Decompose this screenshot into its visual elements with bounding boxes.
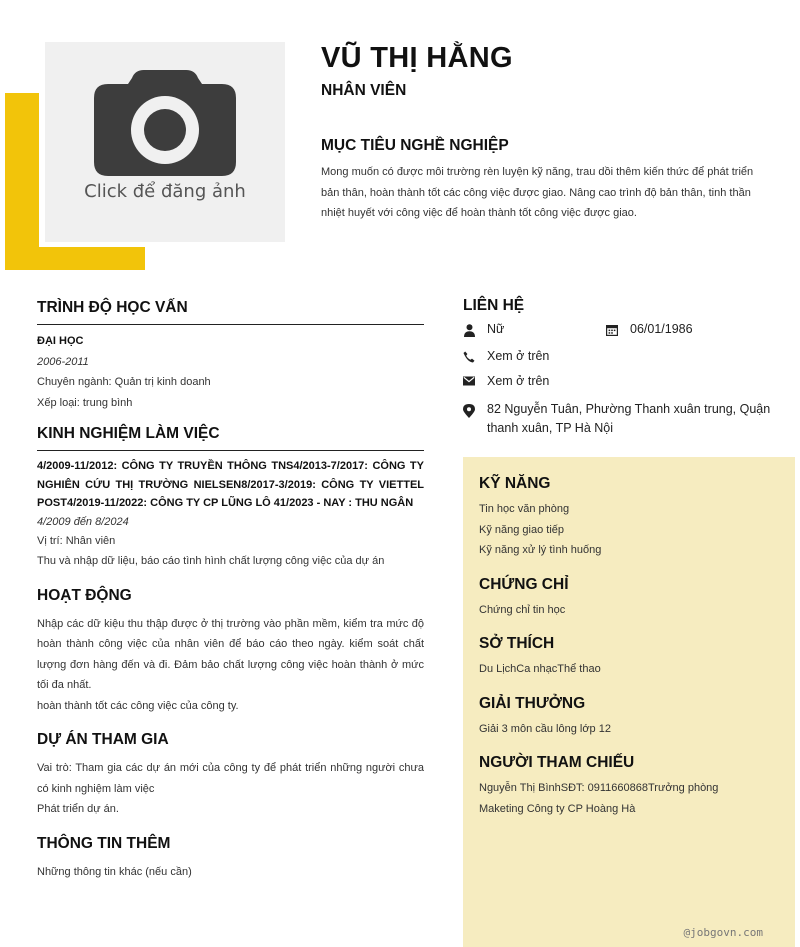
- photo-upload-area[interactable]: [45, 42, 285, 242]
- skills-title: KỸ NĂNG: [479, 475, 551, 492]
- hobbies-title: SỞ THÍCH: [479, 635, 555, 652]
- contact-title: LIÊN HỆ: [463, 297, 525, 314]
- education-grade: Xếp loại: trung bình: [37, 396, 133, 409]
- contact-section: [463, 297, 783, 439]
- projects-desc: Phát triển dự án.: [37, 803, 119, 815]
- projects-title: DỰ ÁN THAM GIA: [37, 731, 169, 748]
- contact-gender-row: [463, 322, 783, 348]
- contact-address: 82 Nguyễn Tuân, Phường Thanh xuân trung, Quận thanh xuân, TP Hà Nội: [487, 402, 771, 435]
- education-divider: [37, 324, 424, 325]
- objective-title: MỤC TIÊU NGHỀ NGHIỆP: [321, 137, 509, 154]
- camera-icon: [94, 70, 236, 176]
- contact-birthday: 06/01/1986: [630, 322, 693, 336]
- projects-role: Vai trò: Tham gia các dự án mới của công ty để phát triển những người chưa có kinh nghiệm làm việc: [37, 762, 424, 795]
- references-line-2: Maketing Công ty CP Hoàng Hà: [479, 802, 636, 815]
- education-period: 2006-2011: [37, 355, 89, 368]
- contact-phone-row: [463, 348, 783, 373]
- sidebar-panel: [463, 457, 795, 947]
- skill-item: Kỹ năng giao tiếp: [479, 523, 565, 536]
- education-level: ĐẠI HỌC: [37, 335, 84, 347]
- contact-address-row: [463, 399, 783, 439]
- phone-icon: [463, 351, 475, 363]
- skill-item: Tin học văn phòng: [479, 503, 570, 515]
- contact-email[interactable]: Xem ở trên: [487, 374, 550, 388]
- experience-title: KINH NGHIỆM LÀM VIỆC: [37, 425, 220, 442]
- left-column: [37, 299, 424, 882]
- skill-item: Kỹ năng xử lý tình huống: [479, 544, 602, 556]
- education-major: Chuyên ngành: Quản trị kinh doanh: [37, 376, 211, 388]
- activities-text: Nhập các dữ kiệu thu thập được ở thị trường vào phần mềm, kiểm tra mức độ hoàn thành công việc của nhân viên để báo cáo theo ngày. kiểm soát chất lượng đơn hàng đến và đi. Đảm bảo chất lượng công việc hoàn thành ở mức tối đa nhất.: [37, 617, 424, 691]
- calendar-icon: [606, 324, 618, 336]
- location-pin-icon: [463, 404, 475, 418]
- education-title: TRÌNH ĐỘ HỌC VẤN: [37, 299, 188, 316]
- activities-text-2: hoàn thành tốt các công việc của công ty.: [37, 699, 239, 712]
- experience-desc: Thu và nhập dữ liệu, báo cáo tình hình chất lượng công việc của dự án: [37, 555, 385, 567]
- contact-gender: Nữ: [487, 322, 505, 336]
- photo-caption: Click để đăng ảnh: [84, 181, 246, 202]
- awards-text: Giải 3 môn cầu lông lớp 12: [479, 722, 611, 735]
- contact-phone[interactable]: Xem ở trên: [487, 349, 550, 363]
- contact-email-row: [463, 373, 783, 399]
- activities-title: HOẠT ĐỘNG: [37, 586, 132, 604]
- objective-text: Mong muốn có được môi trường rèn luyện kỹ năng, trau dồi thêm kiến thức để phát triển bản thân, hoàn thành tốt các công việc được giao. Nâng cao trình độ bản thân, tinh thần nhiệt huyết với công việc để hoàn thành tốt công việc được giao.: [321, 166, 754, 219]
- certificates-text: Chứng chỉ tin học: [479, 603, 566, 616]
- person-icon: [463, 324, 476, 337]
- watermark: @jobgovn.com: [683, 926, 763, 939]
- references-line-1: Nguyễn Thị BìnhSĐT: 0911660868Trưởng phòng: [479, 782, 719, 794]
- experience-period: 4/2009 đến 8/2024: [37, 515, 129, 528]
- candidate-name: VŨ THỊ HẰNG: [321, 42, 513, 74]
- certificates-title: CHỨNG CHỈ: [479, 575, 569, 593]
- experience-companies: 4/2009-11/2012: CÔNG TY TRUYỀN THÔNG TNS4/2013-7/2017: CÔNG TY NGHIÊN CỨU THỊ TRƯỜNG NIELSEN8/2017-3/2019: CÔNG TY VIETTEL POST4/2019-11/2022: CÔNG TY CP LŨNG LÔ 41/2023 - NAY : THU NGÂN: [37, 460, 424, 509]
- references-title: NGƯỜI THAM CHIẾU: [479, 754, 635, 771]
- extra-info-title: THÔNG TIN THÊM: [37, 834, 171, 852]
- hobbies-text: Du LịchCa nhạcThể thao: [479, 663, 601, 675]
- candidate-position: NHÂN VIÊN: [321, 82, 407, 99]
- envelope-icon: [463, 376, 475, 386]
- experience-divider: [37, 450, 424, 451]
- awards-title: GIẢI THƯỞNG: [479, 694, 586, 712]
- extra-info-text: Những thông tin khác (nếu cần): [37, 865, 192, 878]
- experience-role: Vị trí: Nhân viên: [37, 534, 116, 547]
